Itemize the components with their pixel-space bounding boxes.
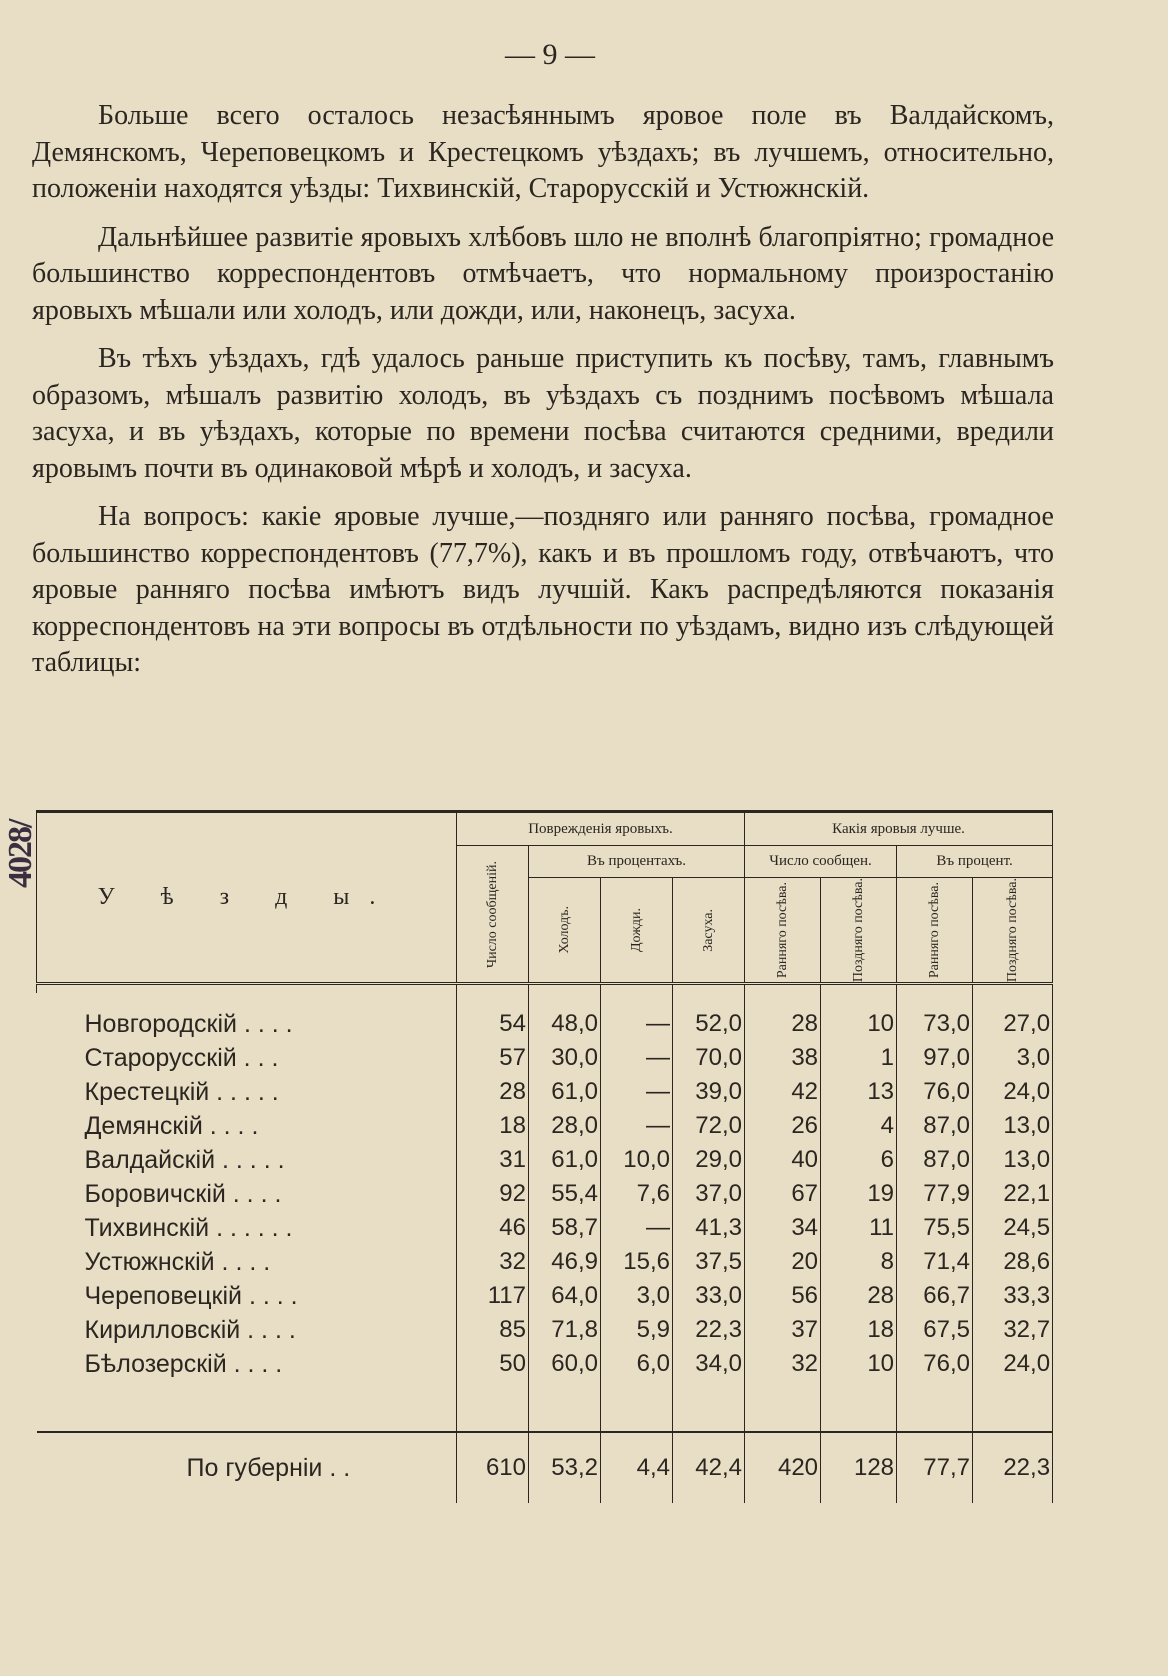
row-value: — xyxy=(601,1041,673,1075)
row-value: 67,5 xyxy=(897,1313,973,1347)
row-value: 76,0 xyxy=(897,1347,973,1381)
header-which-better: Какія яровыя лучше. xyxy=(745,812,1053,846)
row-value: 4,4 xyxy=(601,1432,673,1503)
row-value: 87,0 xyxy=(897,1109,973,1143)
table-row xyxy=(37,1143,1053,1177)
row-label: Тихвинскій . . . . . . xyxy=(84,1213,293,1242)
row-value: 24,5 xyxy=(973,1211,1053,1245)
row-value: 6,0 xyxy=(601,1347,673,1381)
row-value: 61,0 xyxy=(529,1143,601,1177)
header-percent-which: Въ процент. xyxy=(897,846,1053,878)
row-value: 92 xyxy=(457,1177,529,1211)
row-value: 85 xyxy=(457,1313,529,1347)
row-value: 55,4 xyxy=(529,1177,601,1211)
row-value: 1 xyxy=(821,1041,897,1075)
header-cold: Холодъ. xyxy=(529,878,601,984)
row-value: 18 xyxy=(821,1313,897,1347)
row-value: 50 xyxy=(457,1347,529,1381)
row-value: 32,7 xyxy=(973,1313,1053,1347)
table-row xyxy=(37,1245,1053,1279)
table-row xyxy=(37,1007,1053,1041)
row-value: 10,0 xyxy=(601,1143,673,1177)
header-count: Число сообщеній. xyxy=(457,846,529,984)
row-value: 37,5 xyxy=(673,1245,745,1279)
table-row xyxy=(37,1347,1053,1381)
table-row xyxy=(37,1279,1053,1313)
row-value: 20 xyxy=(745,1245,821,1279)
row-value: 48,0 xyxy=(529,1007,601,1041)
row-value: 3,0 xyxy=(973,1041,1053,1075)
row-value: 70,0 xyxy=(673,1041,745,1075)
row-label: Старорусскій . . . xyxy=(84,1043,279,1072)
row-value: 117 xyxy=(457,1279,529,1313)
paragraph-3: Въ тѣхъ уѣздахъ, гдѣ удалось раньше приступить къ посѣву, тамъ, главнымъ образомъ, мѣшалъ развитію холодъ, въ уѣздахъ съ позднимъ посѣвомъ мѣшала засуха, и въ уѣздахъ, которые по времени посѣва считаются средними, вредили яровымъ почти въ одинаковой мѣрѣ и холодъ, и засуха. xyxy=(32,343,1054,484)
paragraph-2: Дальнѣйшее развитіе яровыхъ хлѣбовъ шло не вполнѣ благопріятно; громадное большинство корреспондентовъ отмѣчаетъ, что нормальному произростанію яровыхъ мѣшали или холодъ, или дожди, или, наконецъ, засуха. xyxy=(32,221,1054,326)
row-value: 72,0 xyxy=(673,1109,745,1143)
row-value: 34,0 xyxy=(673,1347,745,1381)
header-percent-damage: Въ процентахъ. xyxy=(529,846,745,878)
row-value: 39,0 xyxy=(673,1075,745,1109)
row-value: 28 xyxy=(821,1279,897,1313)
paragraph-4: На вопросъ: какіе яровые лучше,—поздняго или ранняго посѣва, громадное большинство корреспондентовъ (77,7%), какъ и въ прошломъ году, отвѣчаютъ, что яровые ранняго посѣва имѣютъ видъ лучшій. Какъ распредѣляются показанія корреспондентовъ на эти вопросы въ отдѣльности по уѣздамъ, видно изъ слѣдующей таблицы: xyxy=(32,501,1054,678)
row-value: 33,0 xyxy=(673,1279,745,1313)
row-value: 71,4 xyxy=(897,1245,973,1279)
row-value: 15,6 xyxy=(601,1245,673,1279)
header-rain: Дожди. xyxy=(601,878,673,984)
row-value: 75,5 xyxy=(897,1211,973,1245)
row-label: Боровичскій . . . . xyxy=(84,1179,282,1208)
header-late-count: Поздняго посѣва. xyxy=(821,878,897,984)
row-value: 24,0 xyxy=(973,1347,1053,1381)
row-label: Крестецкій . . . . . xyxy=(84,1077,279,1106)
row-value: 28 xyxy=(745,1007,821,1041)
row-value: 77,9 xyxy=(897,1177,973,1211)
row-value: 26 xyxy=(745,1109,821,1143)
table-row xyxy=(37,1211,1053,1245)
row-value: 46,9 xyxy=(529,1245,601,1279)
header-early-percent: Ранняго посѣва. xyxy=(897,878,973,984)
row-value: 38 xyxy=(745,1041,821,1075)
row-value: 97,0 xyxy=(897,1041,973,1075)
row-value: 54 xyxy=(457,1007,529,1041)
row-value: 6 xyxy=(821,1143,897,1177)
row-value: 56 xyxy=(745,1279,821,1313)
row-value: 13 xyxy=(821,1075,897,1109)
row-value: 41,3 xyxy=(673,1211,745,1245)
row-value: 46 xyxy=(457,1211,529,1245)
row-value: 30,0 xyxy=(529,1041,601,1075)
row-value: 42,4 xyxy=(673,1432,745,1503)
row-value: 52,0 xyxy=(673,1007,745,1041)
header-late-percent: Поздняго посѣва. xyxy=(973,878,1053,984)
row-value: 53,2 xyxy=(529,1432,601,1503)
inventory-stamp: 4028/ xyxy=(2,820,39,888)
row-value: — xyxy=(601,1075,673,1109)
row-value: 32 xyxy=(745,1347,821,1381)
header-uezdy: У ѣ з д ы. xyxy=(37,812,457,984)
row-value: 13,0 xyxy=(973,1143,1053,1177)
row-value: 77,7 xyxy=(897,1432,973,1503)
page-number: — 9 — xyxy=(505,38,595,71)
row-value: 40 xyxy=(745,1143,821,1177)
row-value: 64,0 xyxy=(529,1279,601,1313)
row-value: 28,6 xyxy=(973,1245,1053,1279)
row-label: Демянскій . . . . xyxy=(84,1111,259,1140)
row-value: 66,7 xyxy=(897,1279,973,1313)
row-value: 420 xyxy=(745,1432,821,1503)
row-value: 73,0 xyxy=(897,1007,973,1041)
row-value: — xyxy=(601,1007,673,1041)
row-label: Череповецкій . . . . xyxy=(84,1281,298,1310)
data-table xyxy=(36,810,1052,1503)
row-label: Устюжнскій . . . . xyxy=(84,1247,271,1276)
row-value: 13,0 xyxy=(973,1109,1053,1143)
row-value: 60,0 xyxy=(529,1347,601,1381)
header-count-reports: Число сообщен. xyxy=(745,846,897,878)
row-value: 7,6 xyxy=(601,1177,673,1211)
row-value: 22,1 xyxy=(973,1177,1053,1211)
row-value: 37,0 xyxy=(673,1177,745,1211)
row-value: 76,0 xyxy=(897,1075,973,1109)
row-value: 28,0 xyxy=(529,1109,601,1143)
row-value: — xyxy=(601,1211,673,1245)
row-value: 128 xyxy=(821,1432,897,1503)
row-value: 87,0 xyxy=(897,1143,973,1177)
table-total-row xyxy=(37,1432,1053,1503)
row-value: 61,0 xyxy=(529,1075,601,1109)
table-row xyxy=(37,1109,1053,1143)
row-value: 10 xyxy=(821,1007,897,1041)
row-value: 610 xyxy=(457,1432,529,1503)
row-value: 22,3 xyxy=(673,1313,745,1347)
table-row xyxy=(37,1313,1053,1347)
row-label: Бѣлозерскій . . . . xyxy=(84,1349,283,1378)
table-row xyxy=(37,1041,1053,1075)
row-label: Кирилловскій . . . . xyxy=(84,1315,296,1344)
paragraph-1: Больше всего осталось незасѣяннымъ яровое поле въ Валдайскомъ, Демянскомъ, Череповецкомъ и Крестецкомъ уѣздахъ; въ лучшемъ, относительно, положеніи находятся уѣзды: Тихвинскій, Старорусскій и Устюжнскій. xyxy=(32,100,1054,204)
row-value: 33,3 xyxy=(973,1279,1053,1313)
row-value: 19 xyxy=(821,1177,897,1211)
row-value: 3,0 xyxy=(601,1279,673,1313)
row-label: Новгородскій . . . . xyxy=(84,1009,293,1038)
row-value: 4 xyxy=(821,1109,897,1143)
row-value: 5,9 xyxy=(601,1313,673,1347)
row-value: 32 xyxy=(457,1245,529,1279)
row-value: 27,0 xyxy=(973,1007,1053,1041)
row-value: 57 xyxy=(457,1041,529,1075)
row-value: 58,7 xyxy=(529,1211,601,1245)
row-label: По губерніи . . xyxy=(37,1432,457,1503)
row-value: 67 xyxy=(745,1177,821,1211)
row-value: — xyxy=(601,1109,673,1143)
row-value: 71,8 xyxy=(529,1313,601,1347)
header-damage: Поврежденія яровыхъ. xyxy=(457,812,745,846)
header-drought: Засуха. xyxy=(673,878,745,984)
row-value: 37 xyxy=(745,1313,821,1347)
row-value: 10 xyxy=(821,1347,897,1381)
row-value: 28 xyxy=(457,1075,529,1109)
header-early-count: Ранняго посѣва. xyxy=(745,878,821,984)
row-value: 24,0 xyxy=(973,1075,1053,1109)
row-value: 29,0 xyxy=(673,1143,745,1177)
row-value: 11 xyxy=(821,1211,897,1245)
row-value: 22,3 xyxy=(973,1432,1053,1503)
row-value: 8 xyxy=(821,1245,897,1279)
body-text xyxy=(32,98,1054,694)
row-value: 34 xyxy=(745,1211,821,1245)
table-row xyxy=(37,1177,1053,1211)
row-value: 42 xyxy=(745,1075,821,1109)
row-value: 18 xyxy=(457,1109,529,1143)
row-value: 31 xyxy=(457,1143,529,1177)
row-label: Валдайскій . . . . . xyxy=(84,1145,285,1174)
table-row xyxy=(37,1075,1053,1109)
